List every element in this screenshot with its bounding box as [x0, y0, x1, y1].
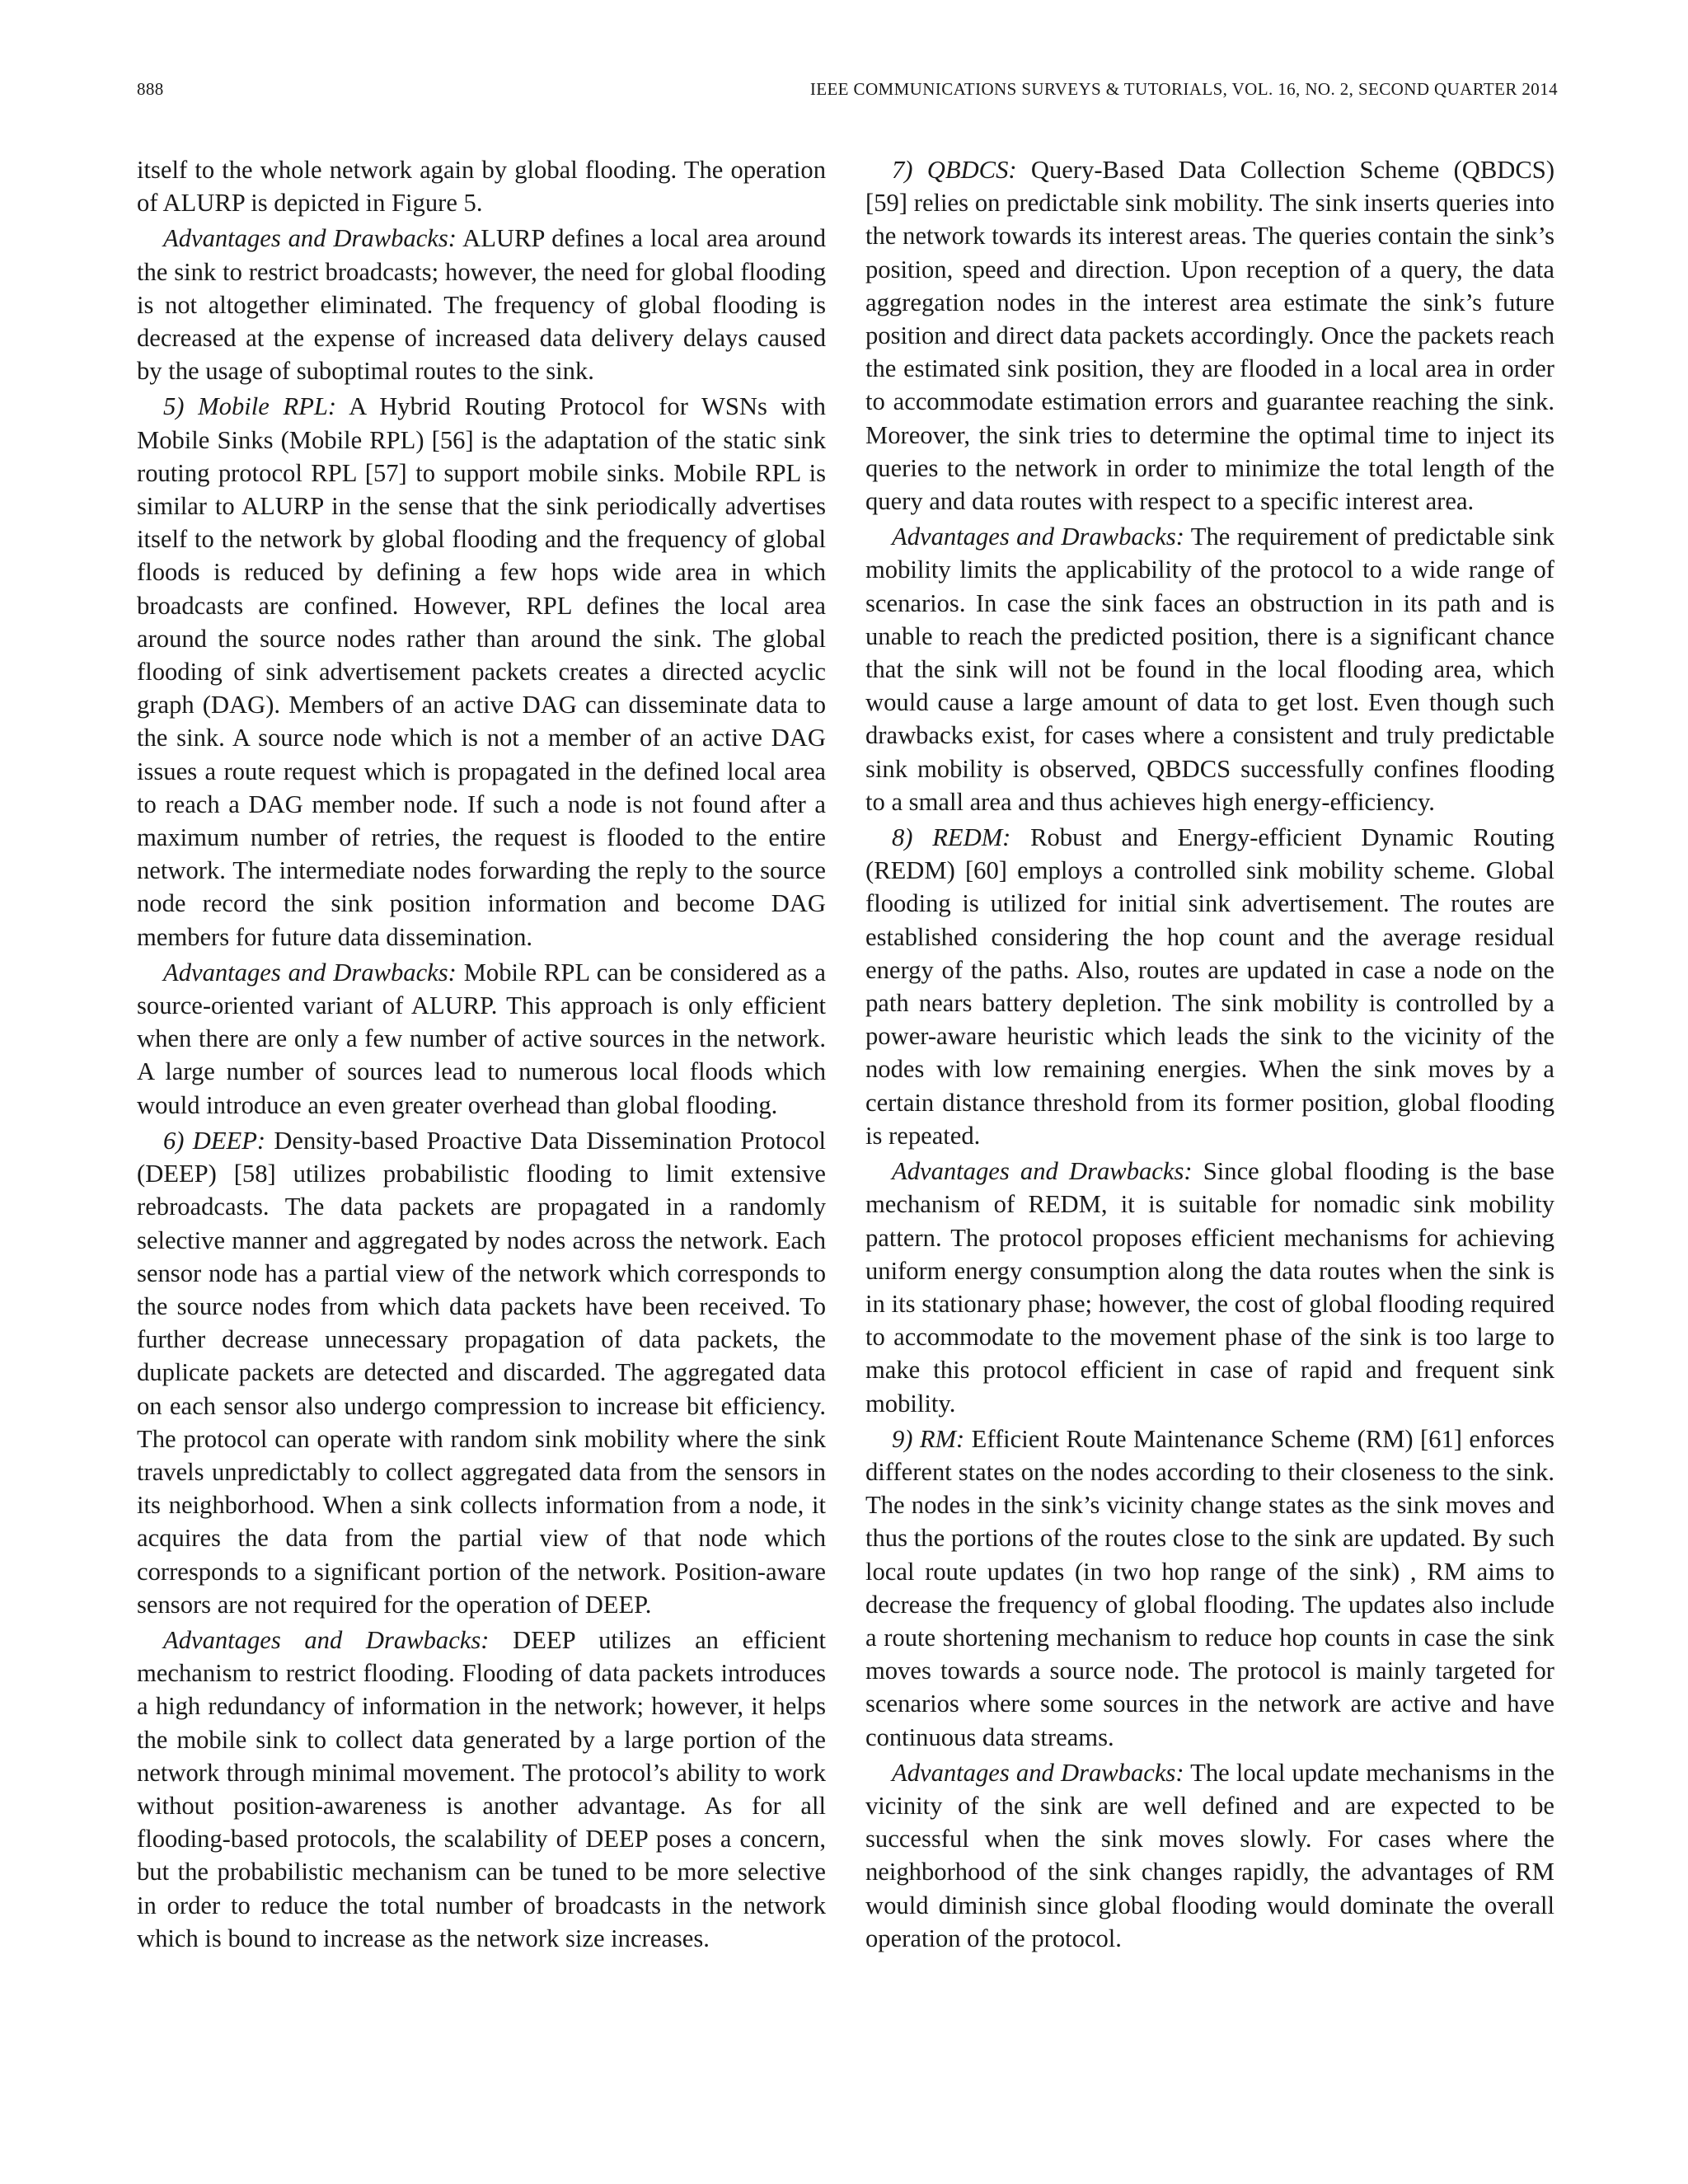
paragraph-text: itself to the whole network again by global flooding. The operation of ALURP is depicted in Figure 5.	[137, 156, 826, 218]
paragraph-qbdcs	[865, 153, 1554, 518]
paragraph-lead: Advantages and Drawbacks:	[163, 958, 457, 987]
paragraph-lead: Advantages and Drawbacks:	[892, 1758, 1184, 1787]
paragraph-qbdcs-advantages	[865, 520, 1554, 818]
paragraph-text: Query-Based Data Collection Scheme (QBDCS) [59] relies on predictable sink mobility. The sink inserts queries into the network towards its interest areas. The queries contain the sink’s position, speed and direction. Upon reception of a query, the data aggregation nodes in the interest area estimate the sink’s future position and direct data packets accordingly. Once the packets reach the estimated sink position, they are flooded in a local area in order to accommodate estimation errors and guarantee reaching the sink. Moreover, the sink tries to determine the optimal time to inject its queries to the network in order to minimize the total length of the query and data routes with respect to a specific interest area.	[865, 156, 1555, 516]
page-header	[137, 79, 1558, 109]
paragraph-text: Efficient Route Maintenance Scheme (RM) [61] enforces different states on the nodes according to their closeness to the sink. The nodes in the sink’s vicinity change states as the sink moves and thus the portions of the routes close to the sink are updated. By such local route updates (in two hop range of the sink) , RM aims to decrease the frequency of global flooding. The updates also include a route shortening mechanism to reduce hop counts in case the sink moves towards a source node. The protocol is mainly targeted for scenarios where some sources in the network are active and have continuous data streams.	[865, 1424, 1554, 1751]
running-title: IEEE COMMUNICATIONS SURVEYS & TUTORIALS, VOL. 16, NO. 2, SECOND QUARTER 2014	[809, 79, 1558, 99]
paragraph-lead: Advantages and Drawbacks:	[163, 1625, 490, 1654]
paragraph-text: ALURP defines a local area around the sink to restrict broadcasts; however, the need for global flooding is not altogether eliminated. The frequency of global flooding is decreased at the expense of increased data delivery delays caused by the usage of suboptimal routes to the sink.	[137, 224, 826, 386]
section-heading-redm: 8) REDM:	[892, 823, 1011, 852]
paragraph-redm	[865, 821, 1554, 1152]
section-heading-rm: 9) RM:	[892, 1424, 965, 1453]
paragraph-rm	[865, 1422, 1554, 1754]
paragraph-text: Mobile RPL can be considered as a source-oriented variant of ALURP. This approach is only efficient when there are only a few number of active sources in the network. A large number of sources lead to numerous local floods which would introduce an even greater overhead than global flooding.	[137, 958, 826, 1119]
paragraph-redm-advantages	[865, 1155, 1554, 1420]
paragraph-text: The local update mechanisms in the vicinity of the sink are well defined and are expected to be successful when the sink moves slowly. For cases where the neighborhood of the sink changes rapidly, the advantages of RM would diminish since global flooding would dominate the overall operation of the protocol.	[865, 1758, 1554, 1952]
paragraph-deep	[137, 1124, 826, 1621]
left-column	[137, 153, 826, 1957]
paragraph-mobile-rpl	[137, 390, 826, 953]
section-heading-qbdcs: 7) QBDCS:	[892, 156, 1017, 184]
paragraph-text: Robust and Energy-efficient Dynamic Routing (REDM) [60] employs a controlled sink mobility scheme. Global flooding is utilized for initial sink advertisement. The routes are established considering the hop count and the average residual energy of the paths. Also, routes are updated in case a node on the path nears battery depletion. The sink mobility is controlled by a power-aware heuristic which leads the sink to the vicinity of the nodes with low remaining energies. When the sink moves by a certain distance threshold from its former position, global flooding is repeated.	[865, 823, 1554, 1150]
paragraph-text: A Hybrid Routing Protocol for WSNs with Mobile Sinks (Mobile RPL) [56] is the adaptation of the static sink routing protocol RPL [57] to support mobile sinks. Mobile RPL is similar to ALURP in the sense that the sink periodically advertises itself to the network by global flooding and the frequency of global floods is reduced by defining a few hops wide area in which broadcasts are confined. However, RPL defines the local area around the source nodes rather than around the sink. The global flooding of sink advertisement packets creates a directed acyclic graph (DAG). Members of an active DAG can disseminate data to the sink. A source node which is not a member of an active DAG issues a route request which is propagated in the defined local area to reach a DAG member node. If such a node is not found after a maximum number of retries, the request is flooded to the entire network. The intermediate nodes forwarding the reply to the source node record the sink position information and become DAG members for future data dissemination.	[137, 392, 826, 951]
paragraph-text: The requirement of predictable sink mobility limits the applicability of the protocol to a wide range of scenarios. In case the sink faces an obstruction in its path and is unable to reach the predicted position, there is a significant chance that the sink will not be found in the local flooding area, which would cause a large amount of data to get lost. Even though such drawbacks exist, for cases where a consistent and truly predictable sink mobility is observed, QBDCS successfully confines flooding to a small area and thus achieves high energy-efficiency.	[865, 523, 1554, 816]
section-heading-deep: 6) DEEP:	[163, 1126, 266, 1155]
section-heading-mobile-rpl: 5) Mobile RPL:	[163, 392, 337, 421]
paragraph-lead: Advantages and Drawbacks:	[892, 1157, 1193, 1186]
paragraph-text: Since global flooding is the base mechanism of REDM, it is suitable for nomadic sink mobility pattern. The protocol proposes efficient mechanisms for achieving uniform energy consumption along the data routes when the sink is in its stationary phase; however, the cost of global flooding required to accommodate to the movement phase of the sink is too large to make this protocol efficient in case of rapid and frequent sink mobility.	[865, 1157, 1554, 1418]
paragraph-text: DEEP utilizes an efficient mechanism to restrict flooding. Flooding of data packets introduces a high redundancy of information in the network; however, it helps the mobile sink to collect data generated by a large portion of the network through minimal movement. The protocol’s ability to work without position-awareness is another advantage. As for all flooding-based protocols, the scalability of DEEP poses a concern, but the probabilistic mechanism can be tuned to be more selective in order to reduce the total number of broadcasts in the network which is bound to increase as the network size increases.	[137, 1625, 826, 1952]
paragraph-alurp-operation	[137, 153, 826, 219]
paragraph-rm-advantages	[865, 1756, 1554, 1955]
page-number: 888	[137, 79, 164, 99]
right-column	[865, 153, 1554, 1957]
paragraph-lead: Advantages and Drawbacks:	[892, 523, 1184, 551]
paragraph-alurp-advantages	[137, 222, 826, 387]
paragraph-mobile-rpl-advantages	[137, 956, 826, 1122]
paragraph-deep-advantages	[137, 1624, 826, 1955]
paragraph-lead: Advantages and Drawbacks:	[163, 224, 457, 253]
paragraph-text: Density-based Proactive Data Dissemination Protocol (DEEP) [58] utilizes probabilistic flooding to limit extensive rebroadcasts. The data packets are propagated in a randomly selective manner and aggregated by nodes across the network. Each sensor node has a partial view of the network which corresponds to the source nodes from which data packets have been received. To further decrease unnecessary propagation of data packets, the duplicate packets are detected and discarded. The aggregated data on each sensor also undergo compression to increase bit efficiency. The protocol can operate with random sink mobility where the sink travels unpredictably to collect aggregated data from the sensors in its neighborhood. When a sink collects information from a node, it acquires the data from the partial view of that node which corresponds to a significant portion of the network. Position-aware sensors are not required for the operation of DEEP.	[137, 1126, 827, 1619]
